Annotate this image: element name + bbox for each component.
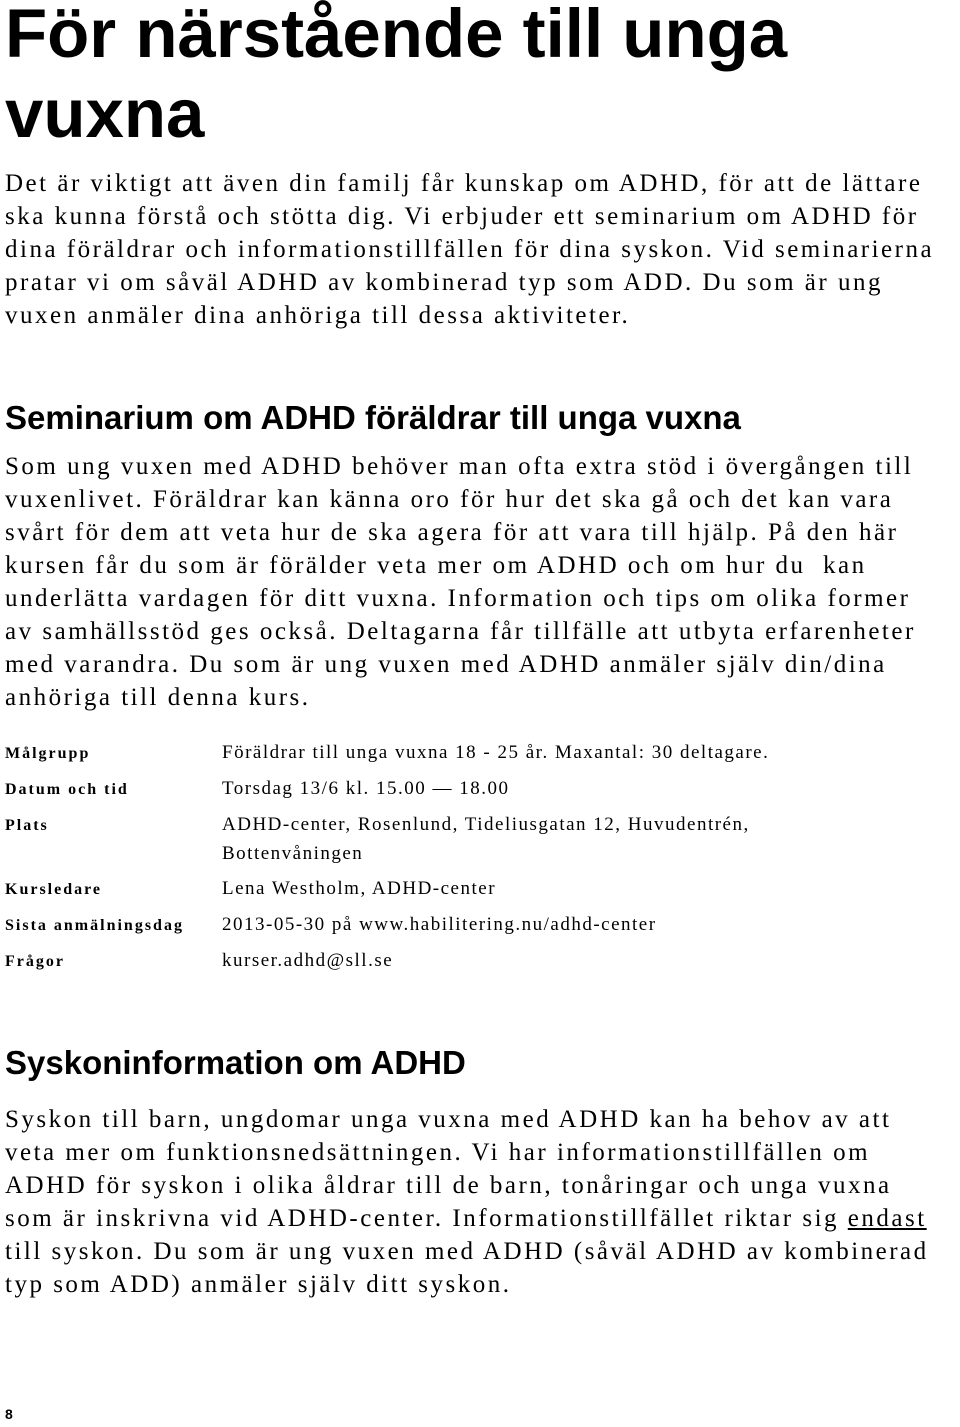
seminar-line: med varandra. Du som är ung vuxen med ADHD anmäler själv din/dina — [5, 651, 887, 678]
siblings-line: ADHD för syskon i olika åldrar till de barn, tonåringar och unga vuxna — [5, 1172, 892, 1199]
details-label: Datum och tid — [5, 781, 129, 798]
seminar-line: av samhällsstöd ges också. Deltagarna får tillfälle att utbyta erfarenheter — [5, 618, 916, 645]
details-value-line: Lena Westholm, ADHD-center — [222, 878, 497, 899]
page-title-line: vuxna — [5, 75, 205, 152]
siblings-line-text: som är inskrivna vid ADHD-center. Informationstillfället riktar sig — [5, 1205, 848, 1232]
page-number: 8 — [5, 1406, 13, 1422]
seminar-line: svårt för dem att veta hur de ska agera för att vara till hjälp. På den här — [5, 519, 899, 546]
details-label: Frågor — [5, 953, 65, 970]
details-label: Målgrupp — [5, 745, 91, 762]
page-title-line: För närstående till unga — [5, 0, 788, 72]
intro-line: vuxen anmäler dina anhöriga till dessa aktiviteter. — [5, 302, 631, 329]
details-row-questions — [5, 946, 955, 976]
details-row-location — [5, 810, 955, 868]
details-value-line: Föräldrar till unga vuxna 18 - 25 år. Maxantal: 30 deltagare. — [222, 742, 770, 763]
details-value — [222, 738, 952, 767]
details-value — [222, 910, 952, 939]
details-value — [222, 946, 952, 975]
siblings-heading: Syskoninformation om ADHD — [5, 1044, 466, 1081]
siblings-line: veta mer om funktionsnedsättningen. Vi har informationstillfällen om — [5, 1139, 871, 1166]
underlined-emphasis: endast — [847, 1205, 927, 1232]
seminar-line: vuxenlivet. Föräldrar kan känna oro för hur det ska gå och det kan vara — [5, 486, 894, 513]
intro-line: pratar vi om såväl ADHD av kombinerad typ som ADD. Du som är ung — [5, 269, 883, 296]
intro-paragraph — [5, 167, 955, 332]
seminar-line: kursen får du som är förälder veta mer om ADHD och om hur du kan — [5, 552, 867, 579]
details-value — [222, 774, 952, 803]
seminar-details-table — [5, 738, 955, 976]
intro-line: Det är viktigt att även din familj får kunskap om ADHD, för att de lättare — [5, 170, 923, 197]
intro-line: dina föräldrar och informationstillfällen för dina syskon. Vid seminarierna — [5, 236, 935, 263]
details-value — [222, 874, 952, 903]
seminar-line: anhöriga till denna kurs. — [5, 684, 311, 711]
details-value-line: ADHD-center, Rosenlund, Tideliusgatan 12, Huvudentrén, — [222, 814, 750, 835]
details-row-date-time — [5, 774, 955, 804]
siblings-line: till syskon. Du som är ung vuxen med ADHD (såväl ADHD av kombinerad — [5, 1238, 929, 1265]
page-title — [5, 0, 955, 154]
details-label: Plats — [5, 817, 49, 834]
siblings-line: Syskon till barn, ungdomar unga vuxna med ADHD kan ha behov av att — [5, 1106, 892, 1133]
details-row-registration-deadline — [5, 910, 955, 940]
seminar-paragraph — [5, 450, 955, 714]
details-value-line: kurser.adhd@sll.se — [222, 950, 394, 971]
details-label: Kursledare — [5, 881, 103, 898]
seminar-line: underlätta vardagen för ditt vuxna. Information och tips om olika former — [5, 585, 911, 612]
siblings-line: typ som ADD) anmäler själv ditt syskon. — [5, 1271, 512, 1298]
siblings-paragraph — [5, 1103, 955, 1301]
details-value — [222, 810, 952, 868]
details-value-line: Bottenvåningen — [222, 843, 364, 864]
siblings-line — [5, 1202, 955, 1235]
seminar-heading: Seminarium om ADHD föräldrar till unga vuxna — [5, 399, 741, 436]
seminar-line: Som ung vuxen med ADHD behöver man ofta extra stöd i övergången till — [5, 453, 914, 480]
details-row-target-group — [5, 738, 955, 768]
details-row-course-leader — [5, 874, 955, 904]
details-value-line: Torsdag 13/6 kl. 15.00 — 18.00 — [222, 778, 510, 799]
intro-line: ska kunna förstå och stötta dig. Vi erbjuder ett seminarium om ADHD för — [5, 203, 919, 230]
details-value-line: 2013-05-30 på www.habilitering.nu/adhd-center — [222, 914, 657, 935]
details-label: Sista anmälningsdag — [5, 917, 184, 934]
